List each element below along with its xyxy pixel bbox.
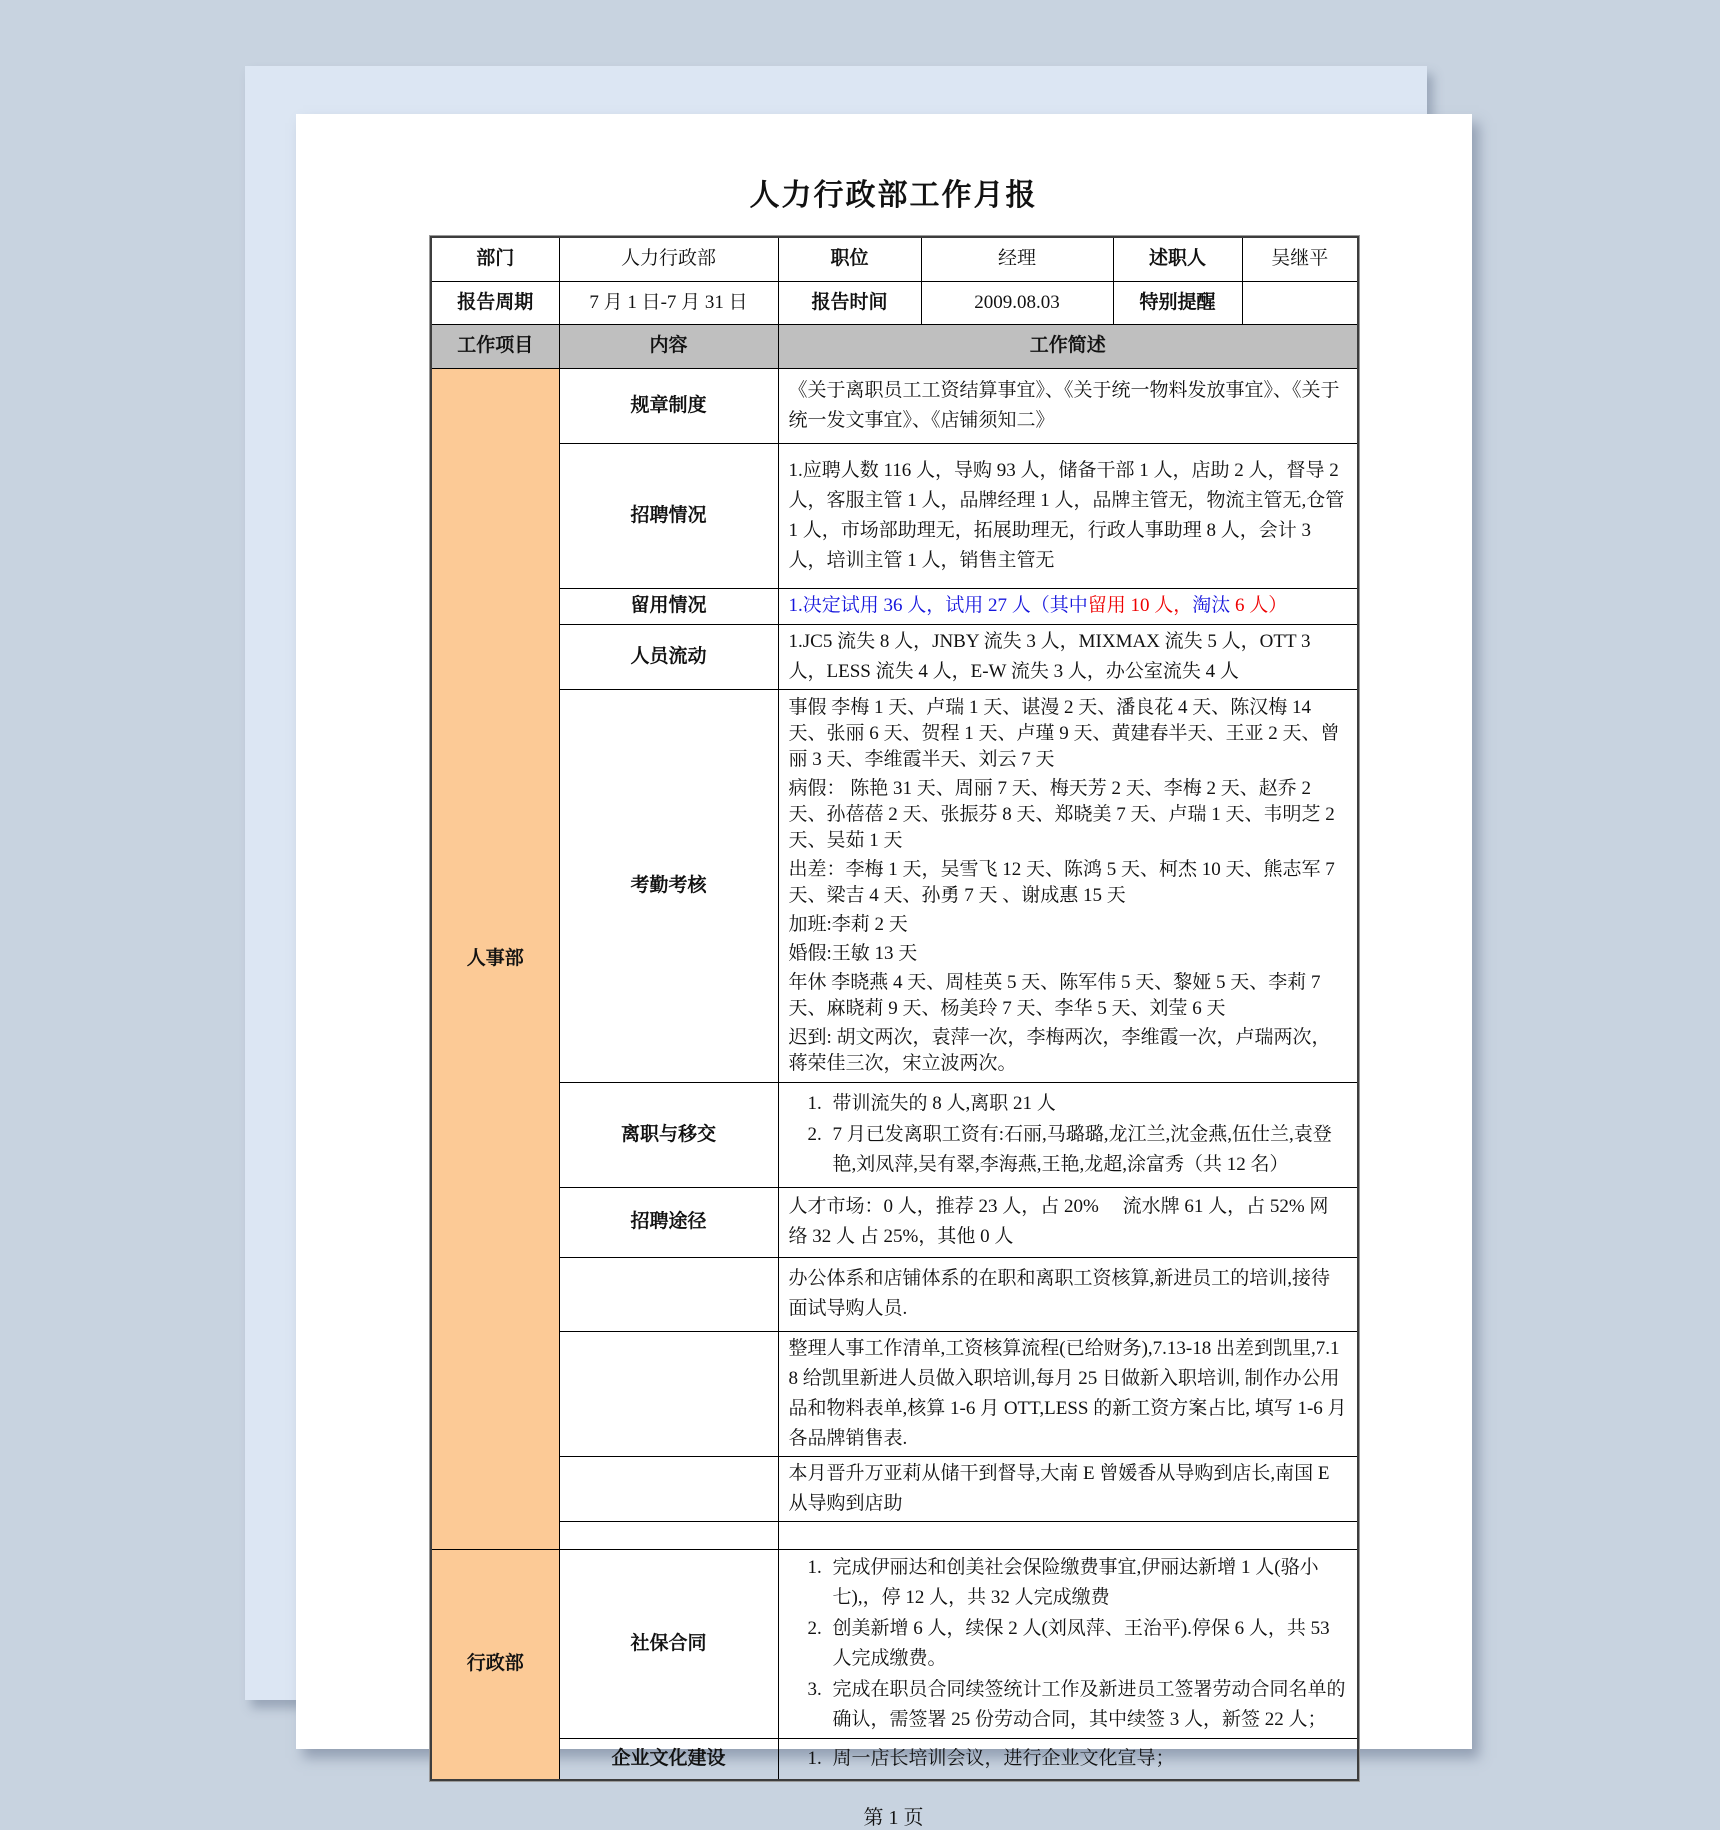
position-label-cell: 职位: [778, 237, 921, 281]
channels-summary-cell: 人才市场：0 人，推荐 23 人，占 20% 流水牌 61 人，占 52% 网络 32 人 占 25%，其他 0 人: [778, 1187, 1358, 1257]
turnover-label-cell: 人员流动: [559, 624, 778, 689]
retention-text-red-2: 6 人）: [1235, 595, 1288, 616]
social-item: 1. 完成伊丽达和创美社会保险缴费事宜,伊丽达新增 1 人(骆小七),，停 12 人，共 32 人完成缴费: [827, 1553, 1348, 1613]
resignation-item: 1. 带训流失的 8 人,离职 21 人: [827, 1089, 1348, 1119]
extra2-summary-cell: 整理人事工作清单,工资核算流程(已给财务),7.13-18 出差到凯里,7.18 给凯里新进人员做入职培训,每月 25 日做新入职培训, 制作办公用品和物料表单,核算 1-6 月 OTT,LESS 的新工资方案占比, 填写 1-6 月各品牌销售表.: [778, 1331, 1358, 1456]
page-number: 第 1 页: [863, 1807, 924, 1829]
section-cell-admin: 行政部: [431, 1549, 559, 1780]
reporter-value-cell: 吴继平: [1242, 237, 1358, 281]
retention-text-blue-2: 淘汰: [1192, 595, 1236, 616]
extra2-label-cell: [559, 1331, 778, 1456]
reporter-label-cell: 述职人: [1113, 237, 1242, 281]
row-extra-3: [431, 1456, 1358, 1521]
retention-label-cell: 留用情况: [559, 588, 778, 624]
monthly-report-table: [430, 236, 1359, 1781]
attendance-line-overtime: 加班:李莉 2 天: [788, 913, 908, 935]
row-rules: [431, 368, 1358, 443]
row-extra-1: [431, 1257, 1358, 1331]
row-turnover: [431, 624, 1358, 689]
document-body: [296, 114, 1472, 1830]
turnover-summary-cell: 1.JC5 流失 8 人，JNBY 流失 3 人，MIXMAX 流失 5 人，OTT 3 人，LESS 流失 4 人，E-W 流失 3 人，办公室流失 4 人: [778, 624, 1358, 689]
dept-value-cell: 人力行政部: [559, 237, 778, 281]
period-value-cell: 7 月 1 日-7 月 31 日: [559, 281, 778, 324]
retention-summary-cell: [778, 588, 1358, 624]
section-cell-personnel: 人事部: [431, 368, 559, 1549]
attendance-summary-cell: [778, 689, 1358, 1082]
row-extra-2: [431, 1331, 1358, 1456]
recruiting-summary-cell: 1.应聘人数 116 人，导购 93 人，储备干部 1 人，店助 2 人，督导 2 人，客服主管 1 人，品牌经理 1 人，品牌主管无，物流主管无,仓管 1 人，市场部助理无，拓展助理无，行政人事助理 8 人，会计 3 人，培训主管 1 人，销售主管无: [778, 443, 1358, 588]
social-item: 2. 创美新增 6 人，续保 2 人(刘凤萍、王治平).停保 6 人，共 53 人完成缴费。: [827, 1614, 1348, 1674]
social-label-cell: 社保合同: [559, 1549, 778, 1738]
col-header-summary: 工作简述: [778, 324, 1358, 368]
extra3-summary-cell: 本月晋升万亚莉从储干到督导,大南 E 曾媛香从导购到店长,南国 E 从导购到店助: [778, 1456, 1358, 1521]
retention-text-blue-1: 1.决定试用 36 人，试用 27 人（其中: [788, 595, 1088, 616]
row-extra-4-empty: [431, 1521, 1358, 1549]
col-header-work-item: 工作项目: [431, 324, 559, 368]
channels-label-cell: 招聘途径: [559, 1187, 778, 1257]
attendance-label-cell: 考勤考核: [559, 689, 778, 1082]
row-recruiting: [431, 443, 1358, 588]
extra1-summary-cell: 办公体系和店铺体系的在职和离职工资核算,新进员工的培训,接待面试导购人员.: [778, 1257, 1358, 1331]
rules-label-cell: 规章制度: [559, 368, 778, 443]
row-retention: [431, 588, 1358, 624]
row-social-insurance: [431, 1549, 1358, 1738]
position-value-cell: 经理: [921, 237, 1113, 281]
attendance-line-late: 迟到: 胡文两次，袁萍一次，李梅两次，李维霞一次，卢瑞两次，蒋荣佳三次，宋立波两次。: [788, 1026, 1331, 1074]
culture-list: [789, 1744, 1348, 1774]
culture-item: 1. 周一店长培训会议，进行企业文化宣导；: [827, 1744, 1348, 1774]
row-culture: [431, 1738, 1358, 1780]
attendance-line-annual-leave: 年休 李晓燕 4 天、周桂英 5 天、陈军伟 5 天、黎娅 5 天、李莉 7 天、麻晓莉 9 天、杨美玲 7 天、李华 5 天、刘莹 6 天: [788, 971, 1321, 1019]
document-page: [296, 114, 1472, 1829]
info-row-2: [431, 281, 1358, 324]
resignation-list: [789, 1089, 1348, 1180]
culture-summary-cell: [778, 1738, 1358, 1780]
social-list: [789, 1553, 1348, 1735]
social-summary-cell: [778, 1549, 1358, 1738]
row-resignation: [431, 1082, 1358, 1187]
col-header-content: 内容: [559, 324, 778, 368]
period-label-cell: 报告周期: [431, 281, 559, 324]
resignation-label-cell: 离职与移交: [559, 1082, 778, 1187]
row-channels: [431, 1187, 1358, 1257]
row-attendance: [431, 689, 1358, 1082]
dept-label-cell: 部门: [431, 237, 559, 281]
attendance-line-business-trip: 出差：李梅 1 天，吴雪飞 12 天、陈鸿 5 天、柯杰 10 天、熊志军 7 天、梁吉 4 天、孙勇 7 天 、谢成惠 15 天: [788, 858, 1335, 906]
special-alert-label-cell: 特别提醒: [1113, 281, 1242, 324]
report-time-label-cell: 报告时间: [778, 281, 921, 324]
attendance-line-marriage-leave: 婚假:王敏 13 天: [788, 942, 918, 964]
report-time-value-cell: 2009.08.03: [921, 281, 1113, 324]
extra1-label-cell: [559, 1257, 778, 1331]
resignation-item: 2. 7 月已发离职工资有:石丽,马璐璐,龙江兰,沈金燕,伍仕兰,袁登艳,刘凤萍,吴有翠,李海燕,王艳,龙超,涂富秀（共 12 名）: [827, 1120, 1348, 1180]
column-header-row: [431, 324, 1358, 368]
rules-summary-cell: 《关于离职员工工资结算事宜》、《关于统一物料发放事宜》、《关于统一发文事宜》、《店铺须知二》: [778, 368, 1358, 443]
social-item: 3. 完成在职员合同续签统计工作及新进员工签署劳动合同名单的确认，需签署 25 份劳动合同，其中续签 3 人，新签 22 人；: [827, 1675, 1348, 1735]
attendance-line-personal-leave: 事假 李梅 1 天、卢瑞 1 天、谌漫 2 天、潘良花 4 天、陈汉梅 14 天、张丽 6 天、贺程 1 天、卢瑾 9 天、黄建春半天、王亚 2 天、曾丽 3 天、李维霞半天、刘云 7 天: [788, 696, 1340, 770]
retention-text-red-1: 留用 10 人，: [1087, 595, 1193, 616]
special-alert-value-cell: [1242, 281, 1358, 324]
page-title: 人力行政部工作月报: [749, 179, 1038, 212]
extra4-summary-cell: [778, 1521, 1358, 1549]
culture-label-cell: 企业文化建设: [559, 1738, 778, 1780]
extra3-label-cell: [559, 1456, 778, 1521]
extra4-label-cell: [559, 1521, 778, 1549]
resignation-summary-cell: [778, 1082, 1358, 1187]
info-row-1: [431, 237, 1358, 281]
attendance-line-sick-leave: 病假： 陈艳 31 天、周丽 7 天、梅天芳 2 天、李梅 2 天、赵乔 2 天、孙蓓蓓 2 天、张振芬 8 天、郑晓美 7 天、卢瑞 1 天、韦明芝 2 天、吴茹 1 天: [788, 777, 1335, 851]
recruiting-label-cell: 招聘情况: [559, 443, 778, 588]
